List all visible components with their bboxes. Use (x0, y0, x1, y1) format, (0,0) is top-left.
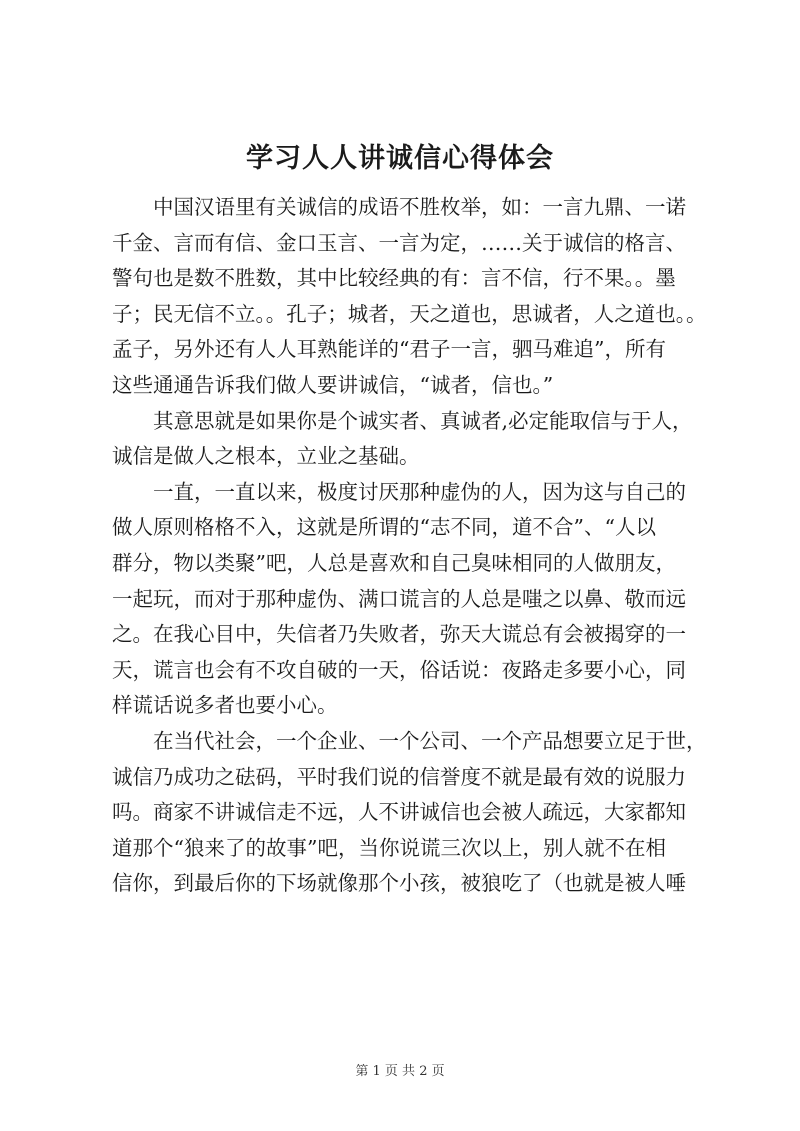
body-line: 之。在我心目中，失信者乃失败者，弥天大谎总有会被揭穿的一 (112, 622, 686, 647)
document-body (112, 190, 707, 902)
body-line: 做人原则格格不入，这就是所谓的“志不同，道不合”、“人以 (112, 515, 656, 540)
body-line: 中国汉语里有关诚信的成语不胜枚举，如：一言九鼎、一诺 (153, 195, 686, 219)
body-line: 群分，物以类聚”吧，人总是喜欢和自己臭味相同的人做朋友， (112, 550, 676, 575)
body-line: 诚信是做人之根本，立业之基础。 (112, 444, 420, 469)
body-line: 一起玩，而对于那种虚伪、满口谎言的人总是嗤之以鼻、敬而远 (112, 586, 686, 611)
body-line: 吗。商家不讲诚信走不远，人不讲诚信也会被人疏远，大家都知 (112, 800, 686, 825)
body-line: 样谎话说多者也要小心。 (112, 693, 338, 718)
body-line: 信你，到最后你的下场就像那个小孩，被狼吃了（也就是被人唾 (112, 871, 686, 896)
body-line: 子；民无信不立。。孔子；城者，天之道也，思诚者，人之道也。。 (112, 301, 707, 326)
body-line: 道那个“狼来了的故事”吧，当你说谎三次以上，别人就不在相 (112, 835, 666, 860)
page-number-footer: 第 1 页 共 2 页 (355, 1064, 445, 1079)
body-line: 这些通通告诉我们做人要讲诚信，“诚者，信也。” (112, 372, 554, 397)
body-line: 诚信乃成功之砝码，平时我们说的信誉度不就是最有效的说服力 (112, 764, 686, 789)
body-line: 警句也是数不胜数，其中比较经典的有：言不信，行不果。。墨 (112, 266, 676, 291)
document-title: 学习人人讲诚信心得体会 (246, 143, 554, 174)
body-line: 在当代社会，一个企业、一个公司、一个产品想要立足于世， (153, 728, 707, 753)
body-line: 其意思就是如果你是个诚实者、真诚者,必定能取信与于人， (153, 408, 693, 433)
body-line: 一直，一直以来，极度讨厌那种虚伪的人，因为这与自己的 (153, 479, 686, 504)
body-line: 千金、言而有信、金口玉言、一言为定，……关于诚信的格言、 (112, 230, 686, 255)
body-line: 天，谎言也会有不攻自破的一天，俗话说：夜路走多要小心，同 (112, 657, 686, 682)
body-line: 孟子，另外还有人人耳熟能详的“君子一言，驷马难追”，所有 (112, 337, 666, 362)
